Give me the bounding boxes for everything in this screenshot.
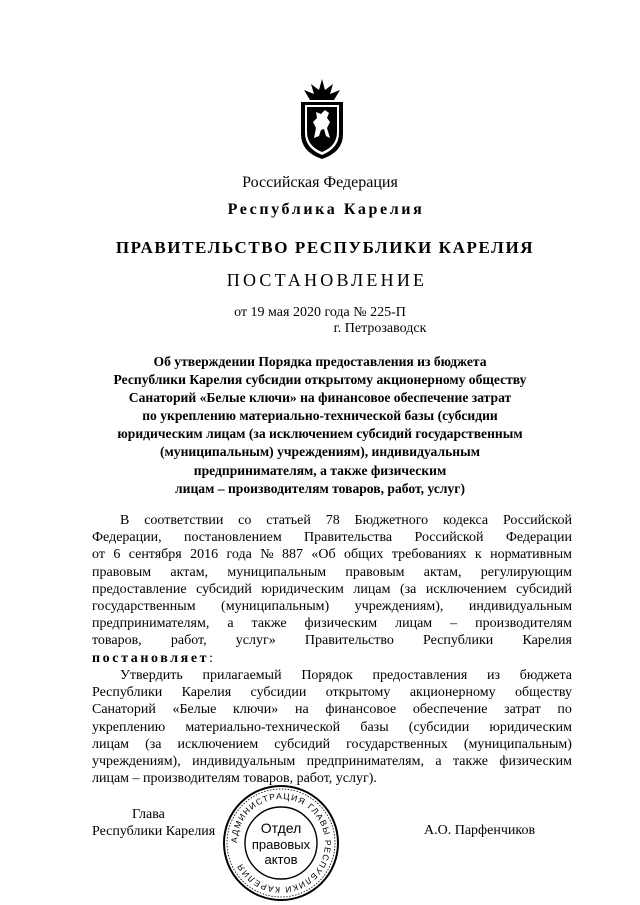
word: физическим bbox=[499, 754, 572, 770]
word: а bbox=[435, 754, 442, 770]
text-line bbox=[92, 753, 572, 770]
text-line bbox=[92, 581, 572, 598]
word: также bbox=[251, 616, 287, 632]
word: предпринимателям, bbox=[306, 754, 424, 770]
word: лицам bbox=[395, 616, 433, 632]
coat-of-arms-icon bbox=[297, 78, 347, 160]
text-line bbox=[92, 701, 572, 718]
signatory-title bbox=[92, 806, 215, 840]
text-line bbox=[92, 529, 572, 546]
word: предпринимателям, bbox=[92, 616, 210, 632]
word: сентября bbox=[128, 547, 182, 563]
word: правовым bbox=[345, 564, 405, 580]
word: юридическим bbox=[489, 719, 572, 735]
title-line: лицам – производителям товаров, работ, услуг) bbox=[175, 480, 465, 496]
text-line bbox=[92, 598, 572, 615]
stamp-line: актов bbox=[264, 852, 298, 867]
document-title bbox=[70, 353, 570, 498]
title-line: предпринимателям, а также физическим bbox=[193, 462, 447, 478]
official-stamp bbox=[222, 784, 340, 902]
word: базы bbox=[360, 719, 389, 735]
word: 78 bbox=[325, 513, 340, 528]
word: 6 bbox=[113, 547, 121, 563]
text-line bbox=[92, 615, 572, 632]
text-line bbox=[92, 719, 572, 736]
word: исключением bbox=[177, 736, 259, 752]
word: правовым bbox=[92, 564, 152, 580]
word: индивидуальным bbox=[468, 599, 572, 615]
word: Порядок bbox=[301, 668, 353, 683]
word: индивидуальным bbox=[192, 754, 296, 770]
word: предоставления bbox=[372, 668, 468, 683]
word: соответствии bbox=[144, 513, 224, 528]
word: субсидий bbox=[196, 581, 252, 597]
word: из bbox=[487, 668, 501, 683]
word: Республики bbox=[92, 685, 163, 701]
word: актам, bbox=[170, 564, 209, 580]
word: по bbox=[557, 702, 572, 718]
country-name: Российская Федерация bbox=[242, 174, 398, 191]
resolution-paragraph bbox=[92, 667, 572, 787]
signatory-role-line: Республики Карелия bbox=[92, 824, 216, 839]
word: постановлением bbox=[183, 530, 282, 546]
document-date-number: от 19 мая 2020 года № 225-П bbox=[234, 305, 406, 320]
word: Федерации bbox=[505, 530, 572, 546]
word: «Об bbox=[311, 547, 336, 563]
title-line: юридическим лицам (за исключением субсидий государственным bbox=[117, 426, 523, 442]
word: лицам bbox=[353, 581, 391, 597]
text-line: лицам – производителям товаров, работ, услуг). bbox=[92, 771, 377, 787]
word: «Белые bbox=[172, 702, 217, 718]
word: ключи» bbox=[233, 702, 279, 718]
word: юридическим bbox=[261, 581, 344, 597]
government-name: ПРАВИТЕЛЬСТВО РЕСПУБЛИКИ КАРЕЛИЯ bbox=[115, 238, 535, 257]
word: Российской bbox=[414, 530, 484, 546]
word: укреплению bbox=[92, 719, 166, 735]
word: года bbox=[226, 547, 252, 563]
preamble-paragraph bbox=[92, 512, 572, 667]
word: товаров, bbox=[92, 633, 142, 649]
word: учреждениям), bbox=[92, 754, 181, 770]
word: работ, bbox=[170, 633, 207, 649]
title-line: Санаторий «Белые ключи» на финансовое обеспечение затрат bbox=[128, 390, 512, 406]
word: общих bbox=[344, 547, 384, 563]
word: Федерации, bbox=[92, 530, 162, 546]
word: учреждениям), bbox=[354, 599, 444, 615]
word: муниципальным bbox=[227, 564, 327, 580]
word: (муниципальным) bbox=[463, 736, 572, 752]
word: физическим bbox=[304, 616, 378, 632]
word: финансовое bbox=[325, 702, 397, 718]
word: Санаторий bbox=[92, 702, 156, 718]
word: (за bbox=[145, 736, 162, 752]
word: Утвердить bbox=[120, 668, 183, 683]
word: затрат bbox=[504, 702, 541, 718]
word: производителям bbox=[475, 616, 572, 632]
word: исключением bbox=[425, 581, 507, 597]
title-line: по укреплению материально-технической базы (субсидии bbox=[142, 408, 498, 424]
word: прилагаемый bbox=[202, 668, 282, 683]
stamp-ring-text: АДМИНИСТРАЦИЯ ГЛАВЫ РЕСПУБЛИКИ КАРЕЛИЯ bbox=[228, 790, 334, 896]
republic-name: Республика Карелия bbox=[227, 201, 425, 218]
title-line: (муниципальным) учреждениям), индивидуальным bbox=[159, 444, 480, 460]
resolves-colon: : bbox=[209, 650, 214, 666]
word: материально-технической bbox=[185, 719, 341, 735]
text-line bbox=[92, 632, 572, 649]
word: лицам bbox=[92, 736, 130, 752]
word: (за bbox=[399, 581, 417, 597]
document-type: ПОСТАНОВЛЕНИЕ bbox=[226, 270, 428, 290]
word: Карелия bbox=[181, 685, 232, 701]
word: Карелия bbox=[522, 633, 572, 649]
word: Республики bbox=[423, 633, 494, 649]
word: Правительства bbox=[304, 530, 393, 546]
word: нормативным bbox=[490, 547, 572, 563]
word: – bbox=[450, 616, 458, 632]
word: обеспечение bbox=[412, 702, 488, 718]
word: предоставление bbox=[92, 581, 187, 597]
word: субсидий bbox=[516, 581, 572, 597]
text-line bbox=[92, 650, 572, 667]
text-line bbox=[92, 684, 572, 701]
word: услуг» bbox=[235, 633, 276, 649]
text-line bbox=[92, 546, 572, 563]
signatory-role-line: Глава bbox=[132, 807, 165, 822]
word: Российской bbox=[502, 513, 572, 528]
word: В bbox=[120, 513, 130, 528]
signatory-name: А.О. Парфенчиков bbox=[424, 823, 536, 838]
word: обществу bbox=[515, 685, 572, 701]
word: требованиях bbox=[391, 547, 467, 563]
word: со bbox=[238, 513, 252, 528]
word: открытому bbox=[325, 685, 391, 701]
word: регулирующим bbox=[480, 564, 572, 580]
word: государственным bbox=[92, 599, 196, 615]
word: на bbox=[294, 702, 309, 718]
stamp-line: Отдел bbox=[260, 820, 302, 836]
word: № bbox=[260, 547, 274, 563]
word: актам, bbox=[423, 564, 462, 580]
word: субсидий bbox=[274, 736, 331, 752]
word: Правительство bbox=[304, 633, 394, 649]
word: субсидии bbox=[250, 685, 307, 701]
word: государственных bbox=[346, 736, 448, 752]
word: к bbox=[474, 547, 482, 563]
word: (субсидии bbox=[408, 719, 470, 735]
text-line bbox=[92, 667, 572, 684]
word: 887 bbox=[282, 547, 303, 563]
word: также bbox=[452, 754, 488, 770]
text-line bbox=[92, 564, 572, 581]
word: статьей bbox=[266, 513, 311, 528]
text-line bbox=[92, 512, 572, 529]
word: кодекса bbox=[443, 513, 489, 528]
document-city: г. Петрозаводск bbox=[333, 321, 427, 336]
word: акционерному bbox=[409, 685, 496, 701]
title-line: Республики Карелия субсидии открытому акционерному обществу bbox=[113, 372, 527, 388]
word: от bbox=[92, 547, 105, 563]
resolves-word: постановляет bbox=[92, 650, 210, 666]
word: (муниципальным) bbox=[221, 599, 330, 615]
word: а bbox=[227, 616, 234, 632]
word: Бюджетного bbox=[354, 513, 429, 528]
stamp-line: правовых bbox=[251, 837, 311, 852]
title-line: Об утверждении Порядка предоставления из бюджета bbox=[153, 354, 487, 369]
text-line bbox=[92, 736, 572, 753]
word: 2016 bbox=[190, 547, 219, 563]
word: бюджета bbox=[519, 668, 572, 683]
